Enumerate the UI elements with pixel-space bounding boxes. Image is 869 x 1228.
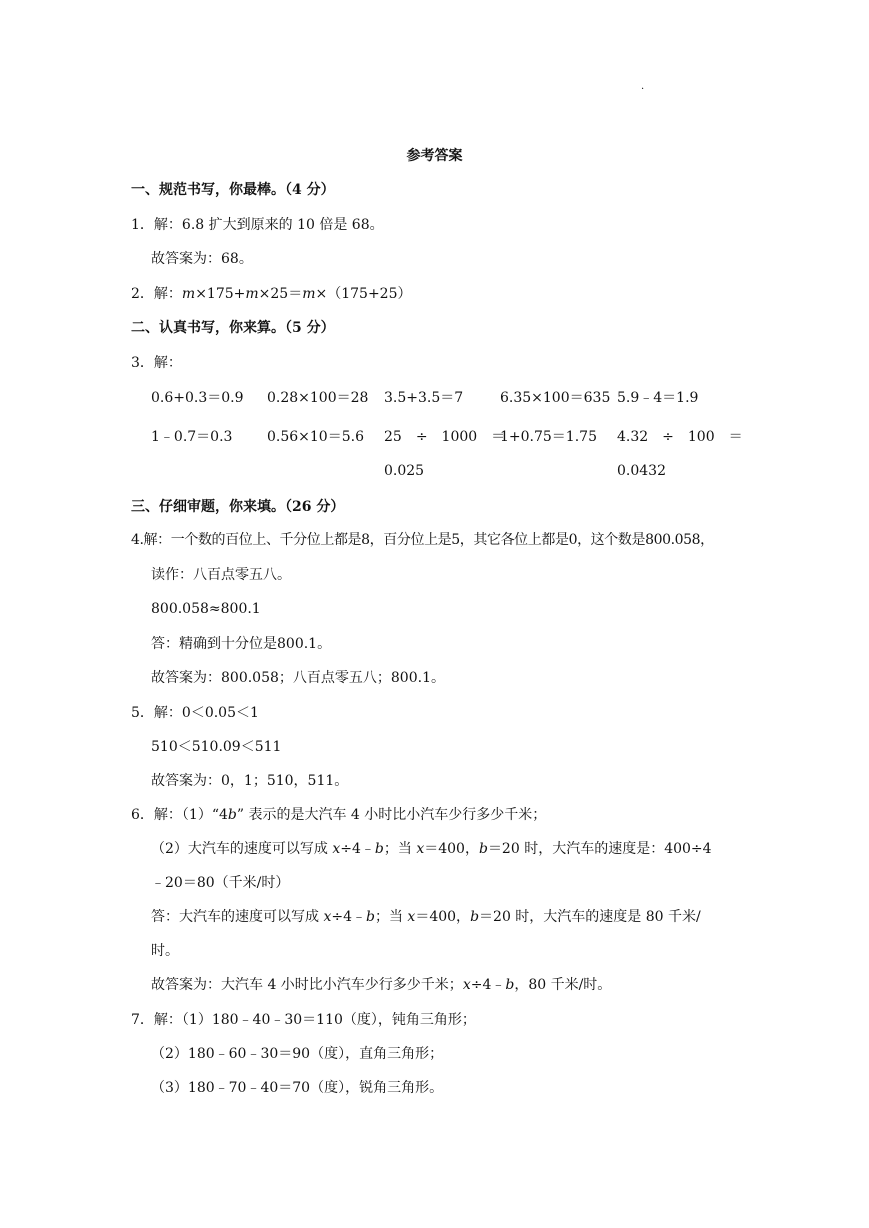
q4-line5: 故答案为：800.058；八百点零五八；800.1。 [151,670,445,686]
q6-text: 答：大汽车的速度可以写成 [151,909,324,925]
q6-text: ；当 [383,841,417,857]
q6-var-x: x [407,909,416,925]
calc-cell: 5.9﹣4＝1.9 [617,390,699,406]
q7-line1: 7．解：（1）180﹣40﹣30＝110（度），钝角三角形； [131,1012,476,1028]
q6-text: ，80 千米/时。 [514,977,612,993]
q2-var-m: m [181,286,196,302]
q6-line6 [151,975,611,995]
q2-mid2: ×25＝ [258,286,303,302]
q6-var-b: b [366,909,375,925]
q1-line2: 故答案为：68。 [151,251,253,267]
q4-line3: 800.058≈800.1 [151,601,261,617]
q4-line1: 4.解：一个数的百位上、千分位上都是8，百分位上是5，其它各位上都是0，这个数是800.058， [131,532,714,548]
q5-line1: 5．解：0＜0.05＜1 [131,705,259,721]
q6-text: 6．解：（1）“4 [131,807,228,823]
q6-text: ；当 [374,909,408,925]
q6-var-b: b [478,841,488,857]
calc-cell: 25 ÷ 1000 ＝ [384,429,506,445]
q6-var-x: x [416,841,425,857]
calc-cell: 0.56×10＝5.6 [267,429,364,445]
q6-text: ＝400， [415,909,471,925]
q6-var-b: b [470,909,480,925]
header-dot: . [641,81,645,92]
q4-line2: 读作：八百点零五八。 [151,567,291,583]
q6-var-x: x [323,909,332,925]
section1-heading: 一、规范书写，你最棒。（4 分） [131,182,335,198]
section3-heading: 三、仔细审题，你来填。（26 分） [131,499,345,515]
q6-var-b: b [374,841,384,857]
q6-var-x: x [462,977,471,993]
calc-cell: 0.0432 [617,463,666,479]
q6-text: ÷4﹣ [470,977,506,993]
calc-cell: 0.025 [384,463,425,479]
q6-var-b: b [227,807,237,823]
q2-var-m: m [302,286,316,302]
q2-end: ×（175+25） [315,286,412,302]
q2-line [131,284,412,304]
q6-text: ＝20 时，大汽车的速度是 80 千米/ [479,909,701,925]
q7-line3: （3）180﹣70﹣40＝70（度），锐角三角形。 [151,1080,444,1096]
q5-line3: 故答案为：0，1；510，511。 [151,773,349,789]
q6-text: ” 表示的是大汽车 4 小时比小汽车少行多少千米； [236,807,547,823]
q6-line3: ﹣20＝80（千米/时） [151,875,290,891]
calc-cell: 0.28×100＝28 [267,390,369,406]
q2-mid1: ×175+ [195,286,246,302]
page-title: 参考答案 [406,148,463,164]
calc-cell: 3.5+3.5＝7 [384,390,464,406]
calc-cell: 4.32 ÷ 100 ＝ [617,429,743,445]
q5-line2: 510＜510.09＜511 [151,739,282,755]
q4-line4: 答：精确到十分位是800.1。 [151,636,332,652]
q6-line5: 时。 [151,943,179,959]
q6-line1 [131,805,546,825]
q6-line2 [151,839,712,859]
calc-cell: 1+0.75＝1.75 [500,429,597,445]
q6-var-x: x [332,841,341,857]
q1-line1: 1．解：6.8 扩大到原来的 10 倍是 68。 [131,217,384,233]
q6-var-b: b [505,977,515,993]
calc-cell: 0.6+0.3＝0.9 [151,390,244,406]
q6-text: ＝400， [424,841,479,857]
section2-heading: 二、认真书写，你来算。（5 分） [131,320,335,336]
q6-line4 [151,907,701,927]
q6-text: （2）大汽车的速度可以写成 [151,841,333,857]
q6-text: 故答案为：大汽车 4 小时比小汽车少行多少千米； [151,977,463,993]
calc-cell: 1﹣0.7＝0.3 [151,429,233,445]
q2-prefix: 2．解： [131,286,182,302]
q2-var-m: m [245,286,259,302]
q7-line2: （2）180﹣60﹣30＝90（度），直角三角形； [151,1046,444,1062]
calc-cell: 6.35×100＝635 [500,390,611,406]
q6-text: ÷4﹣ [340,841,375,857]
q3-label: 3．解： [131,355,182,371]
q6-text: ÷4﹣ [331,909,366,925]
q6-text: ＝20 时，大汽车的速度是：400÷4 [487,841,712,857]
